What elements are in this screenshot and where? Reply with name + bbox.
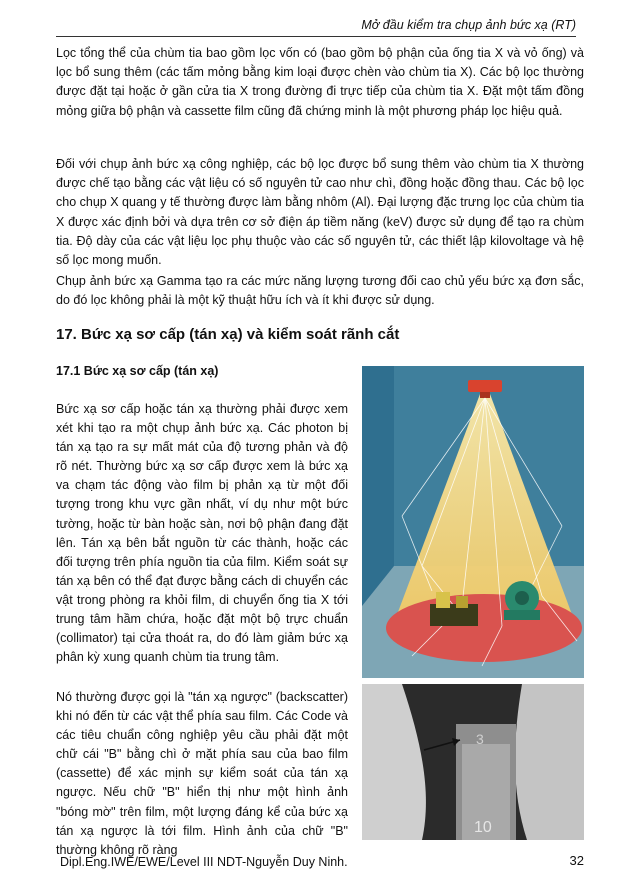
tube-port bbox=[480, 392, 490, 398]
paragraph-1: Lọc tổng thể của chùm tia bao gồm lọc vốn có (bao gồm bộ phận của ống tia X và vỏ ống) và lọc bổ sung thêm (các tấm mỏng bằng kim loại được chèn vào chùm tia X). Các bộ lọc thường được đặt tại hoặc ở gần cửa tia X trong đường đi trực tiếp của chùm tia X. Đặt một tấm đồng mỏng giữa bộ phận và cassette film cũng đã chứng minh là một phương pháp lọc hiệu quả. bbox=[56, 46, 584, 118]
xray-tube bbox=[468, 380, 502, 392]
footer-author: Dipl.Eng.IWE/EWE/Level III NDT-Nguyễn Duy Ninh. bbox=[60, 855, 348, 869]
subsection-title: 17.1 Bức xạ sơ cấp (tán xạ) bbox=[56, 364, 219, 378]
beam-floor-spot bbox=[386, 594, 582, 662]
marker-number-10: 10 bbox=[474, 819, 492, 836]
page-header: Mở đầu kiểm tra chụp ảnh bức xạ (RT) bbox=[56, 14, 576, 37]
marker-number-3: 3 bbox=[476, 731, 484, 747]
paragraph-3: Chụp ảnh bức xạ Gamma tạo ra các mức năng lượng tương đối cao chủ yếu bức xạ đơn sắc, do đó lọc không phải là một kỹ thuật hữu ích và ít khi được sử dụng. bbox=[56, 274, 584, 308]
section-title: 17. Bức xạ sơ cấp (tán xạ) và kiểm soát rãnh cắt bbox=[56, 326, 400, 343]
page-number: 32 bbox=[569, 853, 584, 868]
column-paragraph-2: Nó thường được gọi là "tán xạ ngược" (backscatter) khi nó đến từ các vật thể phía sau film. Các Code và các tiêu chuẩn công nghiệp yêu cầu phải đặt một chữ cái "B" bằng chì ở mặt phía sau của bao film (cassette) để xác mịnh sự kiểm soát của tán xạ ngược. Nếu chữ "B" hiển thị như một hình ảnh "bóng mờ" trên film, một lượng đáng kể của bức xạ tán xạ ngược là tới film. Hình ảnh của chữ "B" thường không rõ ràng bbox=[56, 690, 348, 857]
scatter-illustration bbox=[362, 366, 584, 678]
pump-object bbox=[504, 581, 540, 620]
backscatter-radiograph bbox=[362, 684, 584, 840]
paragraph-2: Đối với chụp ảnh bức xạ công nghiệp, các bộ lọc được bổ sung thêm vào chùm tia X thường được chế tạo bằng các vật liệu có số nguyên tử cao như chì, đồng hoặc đồng thau. Các bộ lọc cho chụp X quang y tế thường được làm bằng nhôm (Al). Đại lượng đặc trưng lọc của chùm tia X được xác định bởi và dựa trên cơ sở điện áp tiềm năng (keV) được sử dụng để tạo ra chùm tia. Độ dày của các vật liệu lọc phụ thuộc vào các số nguyên tử, các thiết lập kilovoltage và hệ số lọc mong muốn. bbox=[56, 157, 584, 268]
column-paragraph-1: Bức xạ sơ cấp hoặc tán xạ thường phải được xem xét khi tạo ra một chụp ảnh bức xạ. Các photon bị tán xạ tạo ra sự mất mát của độ tương phản và độ rõ nét. Thường bức xạ sơ cấp được xem là bức xạ va chạm tác động vào film bị phản xạ từ một đối tượng trong khu vực gần nhất, ví dụ như một bức tường, hoặc từ bàn hoặc sàn, nơi bộ phận đang đặt lên. Tán xạ bên bắt nguồn từ các thành, hoặc các đối tượng trên phía nguồn tia của film. Kiểm soát sự tán xạ bên có thể đạt được bằng cách di chuyển các vật trong phòng ra khỏi film, di chuyển ống tia X tới trung tâm hầm chứa, hoặc đặt một bộ trực chuẩn (collimator) tại cửa thoát ra, do đó làm giảm bức xạ phân kỳ xung quanh chùm tia trung tâm. bbox=[56, 402, 348, 665]
right-pipe bbox=[515, 684, 584, 840]
